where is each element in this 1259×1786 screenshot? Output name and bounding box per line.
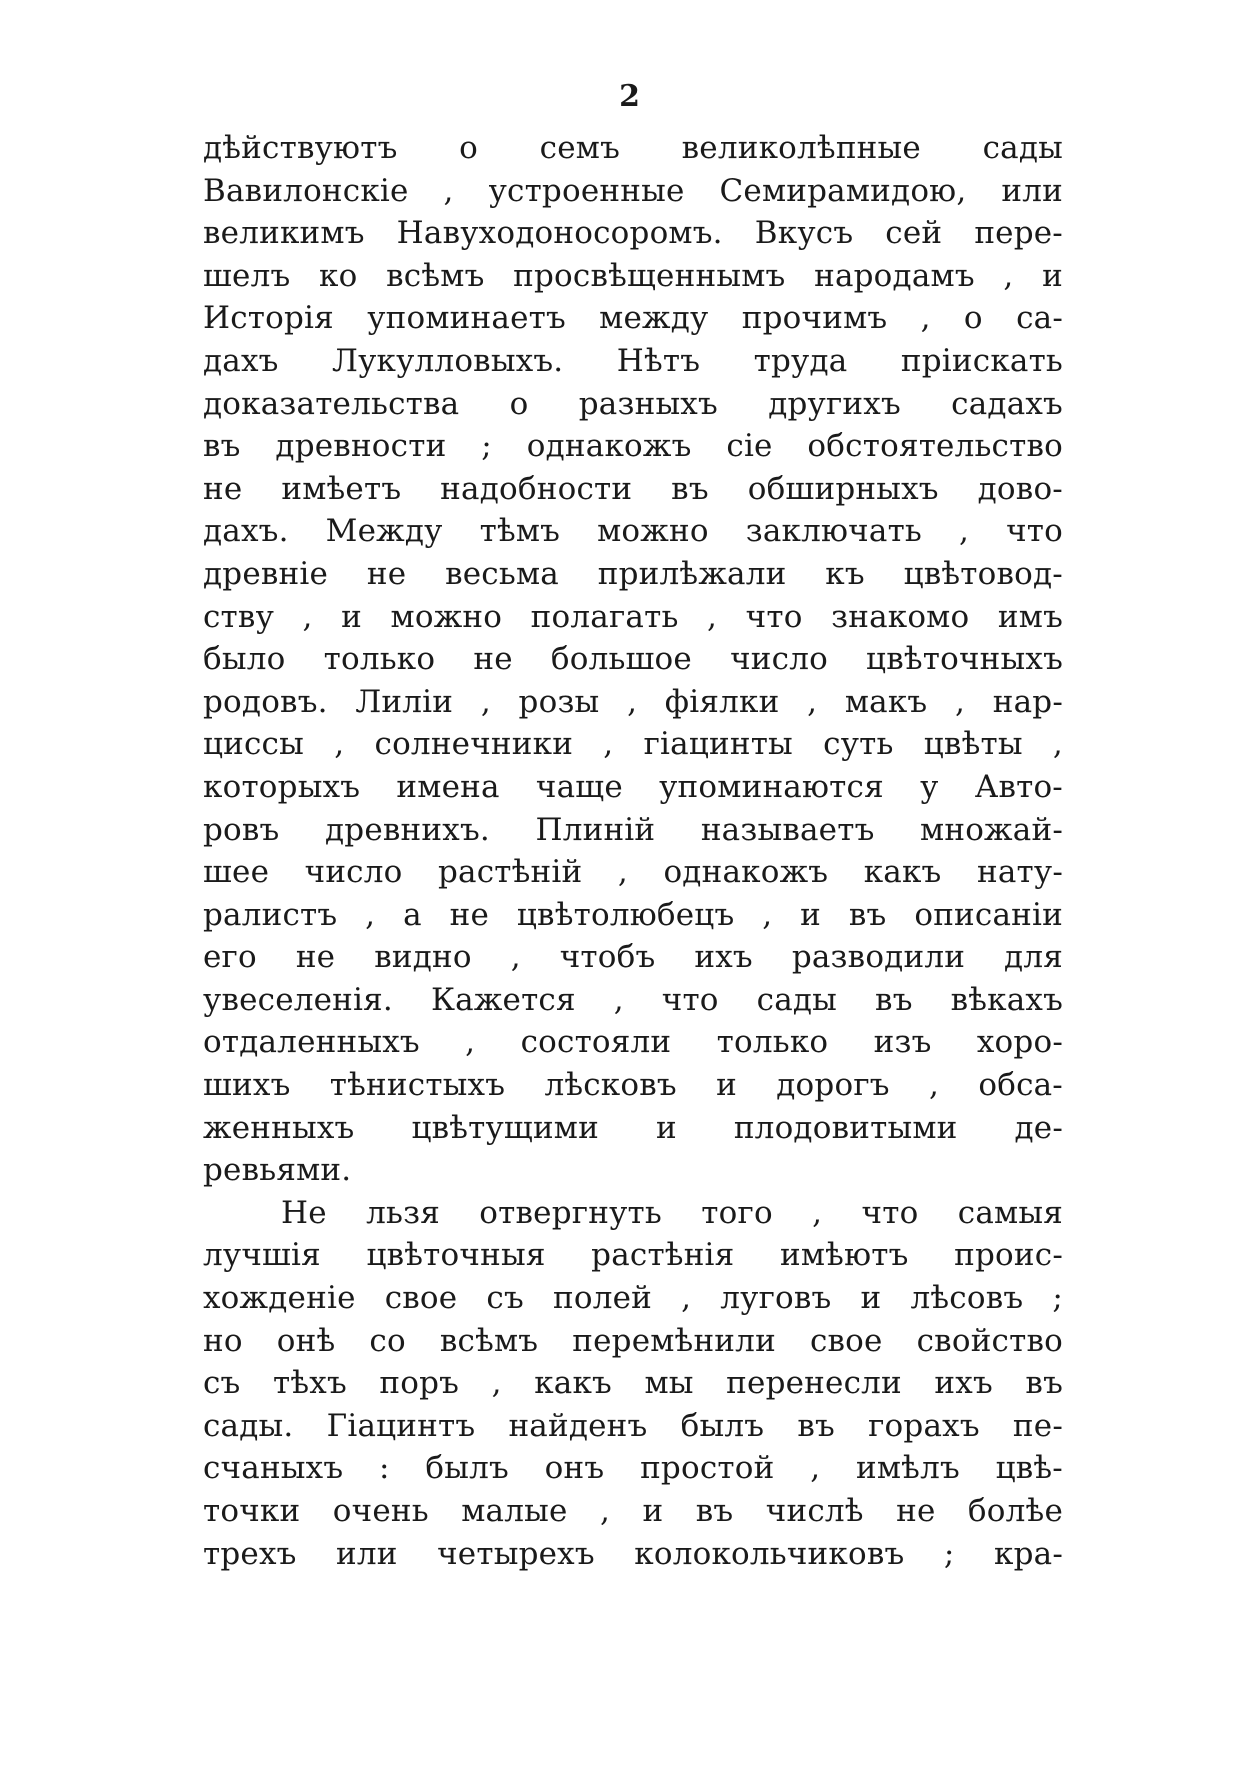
body-text bbox=[203, 127, 1063, 1575]
text-line: его не видно , чтобъ ихъ разводили для bbox=[203, 939, 1063, 976]
text-line: увеселенія. Кажется , что сады въ вѣкахъ bbox=[203, 981, 1063, 1018]
text-line: шее число растѣній , однакожъ какъ нату- bbox=[203, 854, 1063, 891]
text-line: дѣйствуютъ о семъ великолѣпные сады bbox=[203, 130, 1063, 166]
text-line: Вавилонскіе , устроенные Семирамидою, или bbox=[203, 172, 1063, 209]
text-line: хожденіе свое съ полей , луговъ и лѣсовъ ; bbox=[203, 1280, 1063, 1317]
text-line: ралистъ , а не цвѣтолюбецъ , и въ описаніи bbox=[203, 896, 1063, 933]
text-line: но онѣ со всѣмъ перемѣнили свое свойство bbox=[203, 1322, 1063, 1359]
text-line: трехъ или четырехъ колокольчиковъ ; кра- bbox=[203, 1535, 1063, 1572]
text-line: точки очень малые , и въ числѣ не болѣе bbox=[203, 1493, 1063, 1529]
text-line: доказательства о разныхъ другихъ садахъ bbox=[203, 385, 1063, 422]
text-line: родовъ. Лиліи , розы , фіялки , макъ , нар- bbox=[203, 683, 1063, 720]
text-line: ровъ древнихъ. Плиній называетъ множай- bbox=[203, 811, 1063, 848]
text-line: ству , и можно полагать , что знакомо имъ bbox=[203, 598, 1063, 635]
text-line: дахъ. Между тѣмъ можно заключать , что bbox=[203, 513, 1063, 550]
text-line: лучшія цвѣточныя растѣнія имѣютъ проис- bbox=[203, 1237, 1063, 1274]
text-line: было только не большое число цвѣточныхъ bbox=[203, 641, 1063, 678]
text-line: дахъ Лукулловыхъ. Нѣтъ труда пріискать bbox=[203, 342, 1063, 379]
text-line: великимъ Навуходоносоромъ. Вкусъ сей пере- bbox=[203, 215, 1063, 252]
paragraph-end-line: ревьями. bbox=[203, 1152, 352, 1189]
text-line: шелъ ко всѣмъ просвѣщеннымъ народамъ , и bbox=[203, 257, 1063, 294]
text-line: которыхъ имена чаще упоминаются у Авто- bbox=[203, 768, 1063, 805]
text-line: счаныхъ : былъ онъ простой , имѣлъ цвѣ- bbox=[203, 1450, 1063, 1487]
page-number: 2 bbox=[619, 79, 640, 114]
text-line: шихъ тѣнистыхъ лѣсковъ и дорогъ , обса- bbox=[203, 1067, 1063, 1104]
text-line: древніе не весьма прилѣжали къ цвѣтовод- bbox=[203, 555, 1063, 592]
text-line: сады. Гіацинтъ найденъ былъ въ горахъ пе- bbox=[203, 1407, 1063, 1444]
text-line: отдаленныхъ , состояли только изъ хоро- bbox=[203, 1024, 1063, 1061]
text-line: циссы , солнечники , гіацинты суть цвѣты , bbox=[203, 726, 1063, 763]
text-line: въ древности ; однакожъ сіе обстоятельство bbox=[203, 428, 1063, 465]
text-line: Исторія упоминаетъ между прочимъ , о са- bbox=[203, 300, 1063, 337]
paragraph-start-line: Не льзя отвергнуть того , что самыя bbox=[281, 1194, 1063, 1231]
text-line: съ тѣхъ поръ , какъ мы перенесли ихъ въ bbox=[203, 1365, 1063, 1402]
text-line: не имѣетъ надобности въ обширныхъ дово- bbox=[203, 470, 1063, 507]
text-line: женныхъ цвѣтущими и плодовитыми де- bbox=[203, 1109, 1063, 1146]
